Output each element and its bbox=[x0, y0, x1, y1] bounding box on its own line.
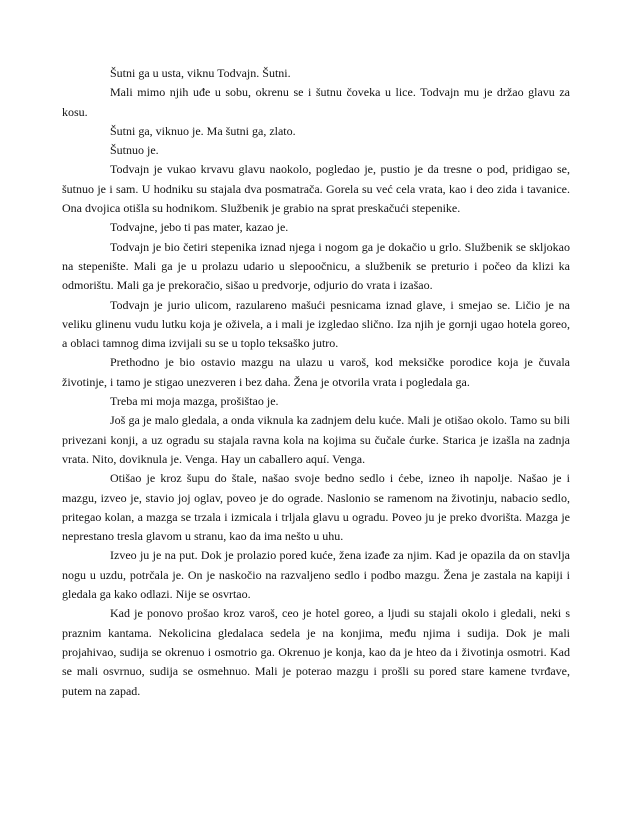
paragraph: Mali mimo njih uđe u sobu, okrenu se i šutnu čoveka u lice. Todvajn mu je držao glavu za kosu. bbox=[62, 85, 570, 119]
paragraph: Šutnuo je. bbox=[110, 143, 159, 158]
paragraph: Kad je ponovo prošao kroz varoš, ceo je hotel goreo, a ljudi su stajali okolo i gledali, neki s praznim kantama. Nekolicina gledalaca sedela je na konjima, među njima i sudija. Dok je mali projahivao, sudija se okrenuo i osmotrio ga. Okrenuo je konja, kao da je hteo da i životinja osmotri. Kad se mali osvrnuo, sudija se osmehnuo. Mali je poterao mazgu i prošli su pored stare kamene tvrđave, putem na zapad. bbox=[62, 606, 570, 698]
paragraph: Izveo ju je na put. Dok je prolazio pored kuće, žena izađe za njim. Kad je opazila da on stavlja nogu u uzdu, potrčala je. On je naskočio na razvaljeno sedlo i podbo mazgu. Žena je zastala na kapiji i gledala ga kako odlazi. Nije se osvrtao. bbox=[62, 548, 570, 602]
paragraph: Šutni ga u usta, viknu Todvajn. Šutni. bbox=[110, 66, 291, 80]
paragraph: Šutni ga, viknuo je. Ma šutni ga, zlato. bbox=[110, 123, 296, 138]
paragraph: Treba mi moja mazga, prošištao je. bbox=[110, 394, 279, 409]
paragraph: Todvajn je jurio ulicom, razulareno mašući pesnicama iznad glave, i smejao se. Ličio je na veliku glinenu vudu lutku koja je oživela, a i mali je izgledao slično. Iza njih je gornji ugao hotela goreo, a oblaci tamnog dima izvijali su se u toplo teksaško jutro. bbox=[62, 297, 570, 351]
paragraph: Todvajn je bio četiri stepenika iznad njega i nogom ga je dokačio u grlo. Službenik se skljokao na stepenište. Mali ga je u prolazu udario u slepoočnicu, a službenik se preturio i počeo da klizi ka odmorištu. Mali ga je prekoračio, sišao u predvorje, odjurio do vrata i izašao. bbox=[62, 239, 570, 293]
paragraph: Todvajn je vukao krvavu glavu naokolo, pogledao je, pustio je da tresne o pod, pridigao se, šutnuo je i sam. U hodniku su stajala dva posmatrača. Gorela su već cela vrata, kao i deo zida i tavanice. Ona dvojica otišla su hodnikom. Službenik je grabio na sprat preskačući stepenike. bbox=[62, 162, 570, 216]
paragraph: Todvajne, jebo ti pas mater, kazao je. bbox=[110, 220, 289, 235]
paragraph: Otišao je kroz šupu do štale, našao svoje bedno sedlo i ćebe, izneo ih napolje. Našao je i mazgu, izveo je, stavio joj oglav, poveo je do ograde. Naslonio se ramenom na životinju, nabacio sedlo, pritegao kolan, a mazga se trzala i izmicala i trljala glavu u ogradu. Poveo ju je preko dvorišta. Mazga je neprestano tresla glavom u stranu, kao da ima nešto u uhu. bbox=[62, 471, 570, 544]
paragraph: Još ga je malo gledala, a onda viknula ka zadnjem delu kuće. Mali je otišao okolo. Tamo su bili privezani konji, a uz ogradu su stajala ravna kola na kojima su čučale ćurke. Starica je izašla na zadnja vrata. Nito, doviknula je. Venga. Hay un caballero aquí. Venga. bbox=[62, 413, 570, 466]
document-page bbox=[62, 64, 570, 701]
paragraph: Prethodno je bio ostavio mazgu na ulazu u varoš, kod meksičke porodice koja je čuvala životinje, i tamo je stigao unezveren i bez daha. Žena je otvorila vrata i pogledala ga. bbox=[62, 355, 570, 389]
